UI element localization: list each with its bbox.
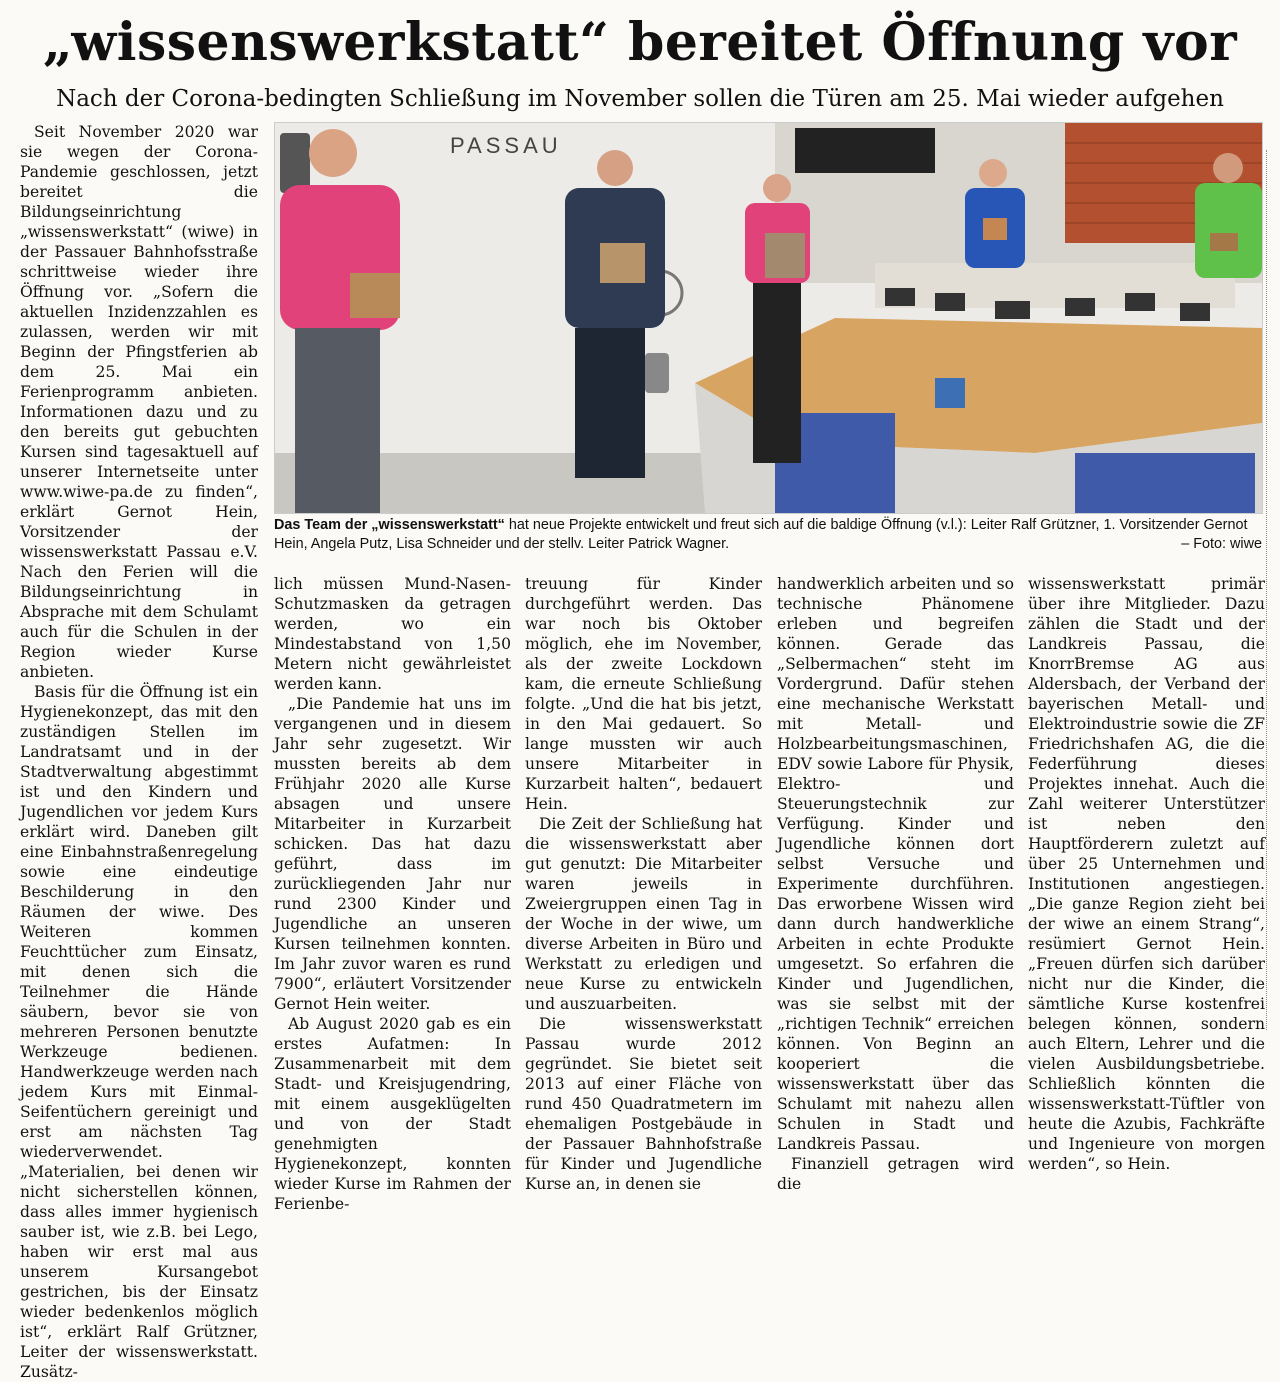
paragraph: Basis für die Öffnung ist ein Hygienekonzept, das mit den zuständigen Stellen im Landratsamt und in der Stadtverwaltung abgestimmt ist und den Kindern und Jugendlichen vor jedem Kurs erklärt wird. Daneben gilt eine Einbahnstraßenregelung sowie eine eindeutige Beschilderung in den Räumen der wiwe. Des Weiteren kommen Feuchttücher zum Einsatz, mit denen sich die Teilnehmer die Hände säubern, bevor sie von mehreren Personen benutzte Werkzeuge bedienen. Handwerkzeuge werden nach jedem Kurs mit Einmal-Seifentüchern gereinigt und erst am nächsten Tag wiederverwendet. „Materialien, bei denen wir nicht sicherstellen können, dass alles immer hygienisch sauber ist, wie z.B. bei Lego, haben wir erst mal aus unserem Kursangebot gestrichen, bis der Einsatz wieder bedenkenlos möglich ist“, erklärt Ralf Grützner, Leiter der wissenswerkstatt. Zusätz- [20, 683, 258, 1381]
caption-lead: Das Team der „wissenswerkstatt“ [274, 517, 505, 533]
paragraph: „Die Pandemie hat uns im vergangenen und in diesem Jahr sehr zugesetzt. Wir mussten bereits ab dem Frühjahr 2020 alle Kurse absagen und unsere Mitarbeiter in Kurzarbeit schicken. Das hat dazu geführt, dass im zurückliegenden Jahr nur rund 2300 Kinder und Jugendliche an unseren Kursen teilnehmen konnten. Im Jahr zuvor waren es rund 7900“, erläutert Vorsitzender Gernot Hein weiter. [274, 695, 511, 1013]
article-column-3 [525, 574, 762, 1193]
headline: „wissenswerkstatt“ bereitet Öffnung vor [42, 12, 1238, 73]
paragraph: treuung für Kinder durchgeführt werden. Das war noch bis Oktober möglich, ehe im November, als der zweite Lockdown kam, die erneute Schließung folgte. „Und die hat bis jetzt, in den Mai gedauert. So lange mussten wir auch unsere Mitarbeiter in Kurzarbeit halten“, bedauert Hein. [525, 575, 762, 813]
team-photo [274, 122, 1263, 514]
paragraph: Die wissenswerkstatt Passau wurde 2012 gegründet. Sie bietet seit 2013 auf einer Fläche von rund 450 Quadratmetern im ehemaligen Postgebäude in der Passauer Bahnhofstraße für Kinder und Jugendliche Kurse an, in denen sie [525, 1015, 762, 1193]
paragraph: lich müssen Mund-Nasen-Schutzmasken da getragen werden, wo ein Mindestabstand von 1,50 Metern nicht gewährleistet werden kann. [274, 575, 511, 693]
article-column-5 [1028, 574, 1265, 1173]
paragraph: handwerklich arbeiten und so technische Phänomene erleben und begreifen können. Gerade das „Selbermachen“ steht im Vordergrund. Dafür stehen eine mechanische Werkstatt mit Metall- und Holzbearbeitungsmaschinen, EDV sowie Labore für Physik, Elektro- und Steuerungstechnik zur Verfügung. Kinder und Jugendliche können dort selbst Versuche und Experimente durchführen. Das erworbene Wissen wird dann durch handwerkliche Arbeiten in echte Produkte umgesetzt. So erfahren die Kinder und Jugendlichen, was sie selbst mit der „richtigen Technik“ erreichen können. Von Beginn an kooperiert die wissenswerkstatt über das Schulamt mit nahezu allen Schulen in Stadt und Landkreis Passau. [777, 575, 1014, 1153]
paragraph: Die Zeit der Schließung hat die wissenswerkstatt aber gut genutzt: Die Mitarbeiter waren jeweils in Zweiergruppen einen Tag in der Woche in der wiwe, um diverse Arbeiten in Büro und Werkstatt zu erledigen und neue Kurse zu entwickeln und auszuarbeiten. [525, 815, 762, 1013]
article-column-2 [274, 574, 511, 1213]
subheadline: Nach der Corona-bedingten Schließung im November sollen die Türen am 25. Mai wieder aufgehen [56, 86, 1224, 112]
paragraph: wissenswerkstatt primär über ihre Mitglieder. Dazu zählen die Stadt und der Landkreis Passau, die KnorrBremse AG aus Aldersbach, der Verband der bayerischen Metall- und Elektroindustrie sowie die ZF Friedrichshafen AG, die die Federführung dieses Projektes innehat. Auch die Zahl weiterer Unterstützer ist neben den Hauptförderern zuletzt auf über 25 Unternehmen und Institutionen angestiegen. „Die ganze Region zieht bei der wiwe an einem Strang“, resümiert Gernot Hein. „Freuen dürfen sich darüber nicht nur die Kinder, die sämtliche Kurse kostenfrei belegen können, sondern auch Eltern, Lehrer und die vielen Ausbildungsbetriebe. Schließlich könnten die wissenswerkstatt-Tüftler von heute die Azubis, Fachkräfte und Ingenieure von morgen werden“, so Hein. [1028, 575, 1265, 1173]
workshop-photo-illustration [275, 123, 1262, 513]
passau-sign: PASSAU [450, 133, 562, 158]
photo-caption [274, 516, 1262, 554]
column-divider [1266, 150, 1271, 1030]
paragraph: Seit November 2020 war sie wegen der Corona-Pandemie geschlossen, jetzt bereitet die Bildungseinrichtung „wissenswerkstatt“ (wiwe) in der Passauer Bahnhofsstraße schrittweise wieder ihre Öffnung vor. „Sofern die aktuellen Inzidenzzahlen es zulassen, werden wir mit Beginn der Pfingstferien ab dem 25. Mai ein Ferienprogramm anbieten. Informationen dazu und zu den bereits gut gebuchten Kursen sind tagesaktuell auf unserer Internetseite unter www.wiwe-pa.de zu finden“, erklärt Gernot Hein, Vorsitzender der wissenswerkstatt Passau e.V. Nach den Ferien will die Bildungseinrichtung in Absprache mit dem Schulamt auch für die Schulen in der Region wieder Kurse anbieten. [20, 123, 258, 681]
photo-credit: – Foto: wiwe [1181, 536, 1262, 552]
article-column-4 [777, 574, 1014, 1193]
paragraph: Ab August 2020 gab es ein erstes Aufatmen: In Zusammenarbeit mit dem Stadt- und Kreisjugendring, mit einem ausgeklügelten und von der Stadt genehmigten Hygienekonzept, konnten wieder Kurse im Rahmen der Ferienbe- [274, 1015, 511, 1213]
article-column-1 [20, 122, 258, 1381]
paragraph: Finanziell getragen wird die [777, 1155, 1014, 1193]
caption-text: hat neue Projekte entwickelt und freut sich auf die baldige Öffnung (v.l.): Leiter Ralf Grützner, 1. Vorsitzender Gernot Hein, Angela Putz, Lisa Schneider und der stellv. Leiter Patrick Wagner. [274, 517, 1248, 552]
